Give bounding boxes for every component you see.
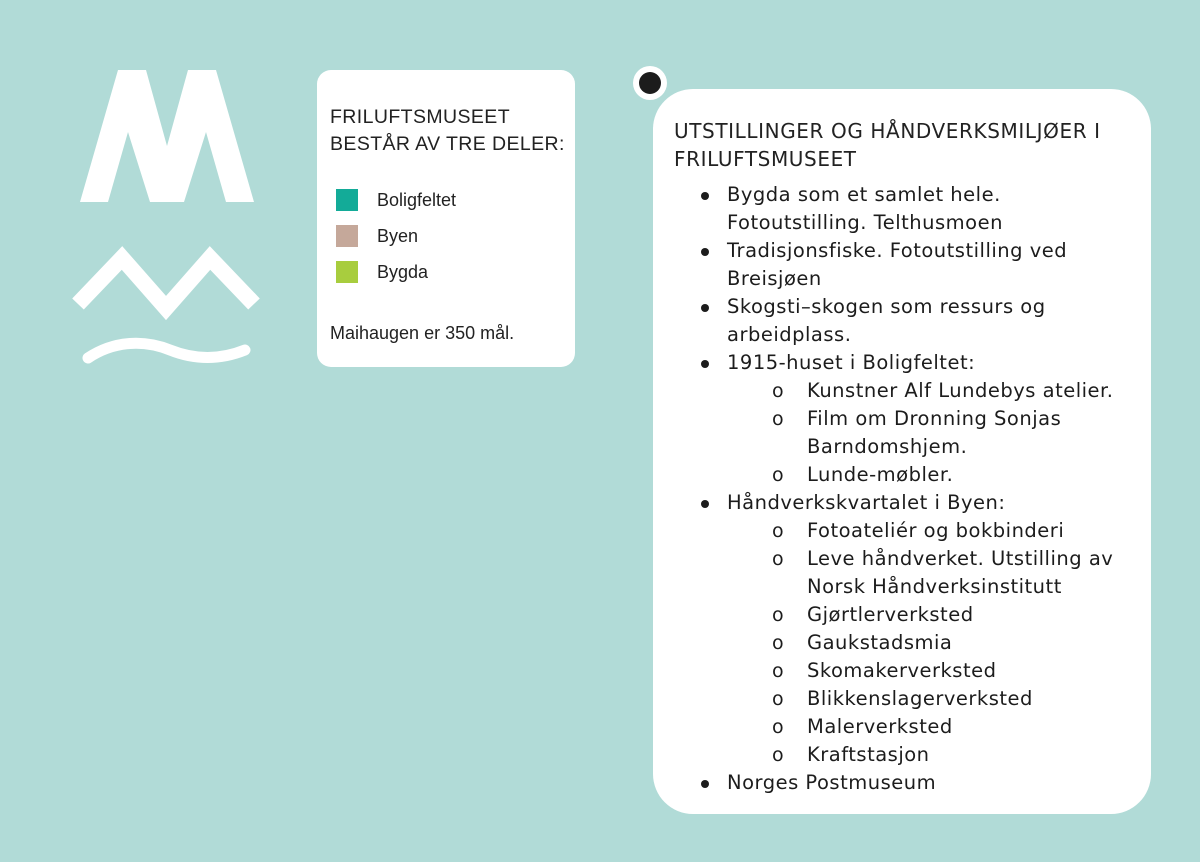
legend-item-byen — [330, 218, 575, 254]
legend-title-line: BESTÅR AV TRE DELER: — [330, 133, 565, 155]
list-item — [674, 181, 1151, 237]
exhibitions-card — [653, 89, 1151, 814]
sub-list-item-text: Fotoateliér og bokbinderi — [807, 519, 1065, 542]
legend-label: Bygda — [377, 261, 429, 282]
sub-list-item — [727, 377, 1151, 405]
sub-list-item-text: Kraftstasjon — [807, 743, 930, 766]
sub-list — [727, 517, 1151, 769]
legend-title-line: FRILUFTSMUSEET — [330, 106, 511, 128]
sub-list-item — [727, 405, 1151, 461]
legend-card — [317, 70, 575, 367]
sub-list-item — [727, 545, 1151, 601]
sub-list-item — [727, 461, 1151, 489]
sub-list-item-text: Gjørtlerverksted — [807, 603, 974, 626]
list-item-text: 1915-huset i Boligfeltet: — [727, 351, 976, 374]
sub-list-item-text: Barndomshjem. — [807, 435, 968, 458]
list-item — [674, 769, 1151, 797]
sub-list-item-text: Malerverksted — [807, 715, 953, 738]
list-item-text: Breisjøen — [727, 267, 822, 290]
list-item — [674, 489, 1151, 769]
sub-list-item-text: Gaukstadsmia — [807, 631, 953, 654]
legend-item-bygda — [330, 254, 575, 290]
list-item-text: Bygda som et samlet hele. — [727, 183, 1001, 206]
sub-list-item — [727, 517, 1151, 545]
list-item — [674, 293, 1151, 349]
legend-label: Boligfeltet — [377, 189, 457, 210]
legend-title — [330, 104, 575, 158]
list-item-text: arbeidplass. — [727, 323, 852, 346]
sub-list-item — [727, 713, 1151, 741]
list-item-text: Håndverkskvartalet i Byen: — [727, 491, 1006, 514]
sub-list-item-text: Lunde-møbler. — [807, 463, 954, 486]
legend-label: Byen — [377, 225, 419, 246]
sub-list-item-text: Blikkenslagerverksted — [807, 687, 1033, 710]
area-note: Maihaugen er 350 mål. — [330, 323, 515, 343]
marker-dot — [633, 66, 667, 100]
exhibitions-title-line: FRILUFTSMUSEET — [674, 147, 857, 171]
maihaugen-logo — [70, 68, 265, 368]
list-item — [674, 349, 1151, 489]
sub-list — [727, 377, 1151, 489]
legend-item-boligfeltet — [330, 182, 575, 218]
sub-list-item — [727, 629, 1151, 657]
sub-list-item-text: Norsk Håndverksinstitutt — [807, 575, 1062, 598]
list-item — [674, 237, 1151, 293]
sub-list-item — [727, 601, 1151, 629]
sub-list-item-text: Leve håndverket. Utstilling av — [807, 547, 1114, 570]
list-item-text: Skogsti–skogen som ressurs og — [727, 295, 1046, 318]
sub-list-item — [727, 741, 1151, 769]
exhibitions-title — [674, 117, 1151, 173]
list-item-text: Fotoutstilling. Telthusmoen — [727, 211, 1003, 234]
sub-list-item-text: Film om Dronning Sonjas — [807, 407, 1062, 430]
legend-swatch — [336, 189, 358, 211]
exhibitions-title-line: UTSTILLINGER OG HÅNDVERKSMILJØER I — [674, 119, 1101, 143]
list-item-text: Tradisjonsfiske. Fotoutstilling ved — [727, 239, 1068, 262]
legend-list — [330, 182, 575, 290]
logo-wave — [88, 343, 245, 358]
logo-zigzag — [78, 258, 254, 308]
sub-list-item-text: Kunstner Alf Lundebys atelier. — [807, 379, 1114, 402]
sub-list-item-text: Skomakerverksted — [807, 659, 997, 682]
legend-swatch — [336, 225, 358, 247]
list-item-text: Norges Postmuseum — [727, 771, 937, 794]
legend-swatch — [336, 261, 358, 283]
sub-list-item — [727, 657, 1151, 685]
exhibitions-list — [674, 181, 1151, 797]
sub-list-item — [727, 685, 1151, 713]
logo-letter-m — [80, 70, 254, 202]
